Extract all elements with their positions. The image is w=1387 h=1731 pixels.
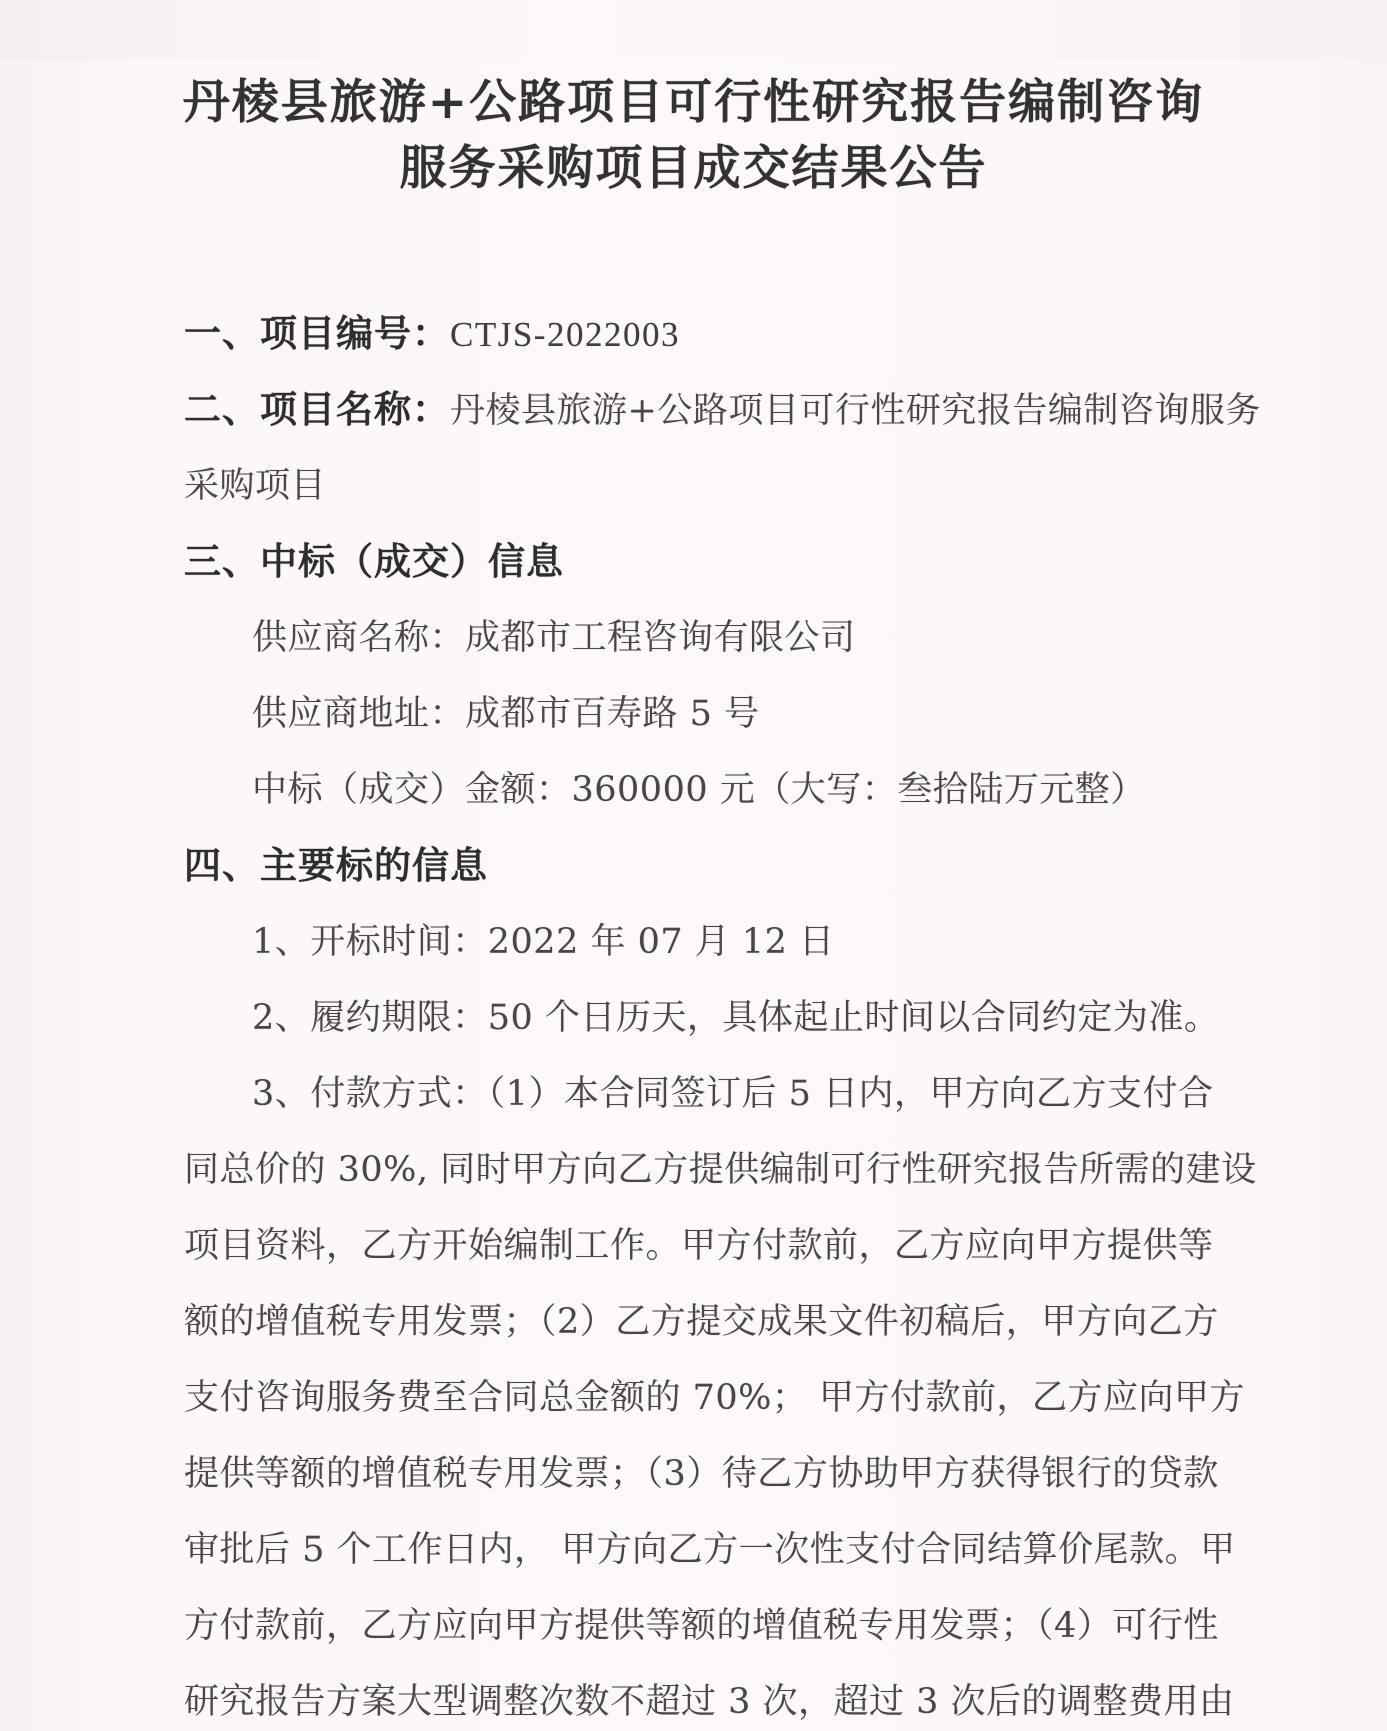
document-line: [184, 1208, 1214, 1284]
body-text: 审批后 5 个工作日内， 甲方向乙方一次性支付合同结算价尾款。甲: [184, 1530, 1236, 1570]
body-text: 1、开标时间：2022 年 07 月 12 日: [252, 922, 835, 962]
document-line: [184, 600, 1204, 676]
document-line: [184, 1436, 1219, 1512]
body-text: 提供等额的增值税专用发票；（3）待乙方协助甲方获得银行的贷款: [184, 1454, 1219, 1494]
document-line: [184, 372, 1261, 448]
body-text: 支付咨询服务费至合同总金额的 70%； 甲方付款前，乙方应向甲方: [184, 1378, 1246, 1418]
section-heading-text: 三、中标（成交）信息: [184, 540, 564, 583]
section-heading-text: 一、项目编号：: [184, 312, 450, 355]
document-line: [184, 1664, 1235, 1731]
document-body: [184, 296, 1261, 1731]
document-line: [184, 1284, 1219, 1360]
body-text: 供应商地址：成都市百寿路 5 号: [252, 694, 760, 734]
document-line: [184, 448, 1204, 524]
body-text: 同总价的 30%, 同时甲方向乙方提供编制可行性研究报告所需的建设: [184, 1150, 1257, 1190]
document-line: [184, 1056, 1214, 1132]
document-line: [184, 904, 1204, 980]
document-line: [184, 828, 1204, 904]
document-line: [184, 1132, 1257, 1208]
body-text: 中标（成交）金额：360000 元（大写：叁拾陆万元整）: [252, 770, 1146, 810]
document-line: [184, 1512, 1236, 1588]
body-text: 采购项目: [184, 466, 327, 506]
body-text: 研究报告方案大型调整次数不超过 3 次，超过 3 次后的调整费用由: [184, 1682, 1235, 1722]
body-text: 项目资料，乙方开始编制工作。甲方付款前，乙方应向甲方提供等: [184, 1226, 1214, 1266]
document-title-line-2: 服务采购项目成交结果公告: [399, 141, 988, 196]
body-text: 2、履约期限：50 个日历天，具体起止时间以合同约定为准。: [252, 998, 1220, 1038]
section-heading-text: 四、主要标的信息: [184, 844, 488, 887]
body-text: 丹棱县旅游+公路项目可行性研究报告编制咨询服务: [450, 391, 1261, 431]
body-text: 供应商名称：成都市工程咨询有限公司: [252, 618, 856, 658]
section-heading-text: 二、项目名称：: [184, 388, 450, 431]
document-line: [184, 296, 1204, 372]
document-line: [184, 752, 1204, 828]
body-text: 额的增值税专用发票；（2）乙方提交成果文件初稿后，甲方向乙方: [184, 1302, 1219, 1342]
document-line: [184, 1360, 1246, 1436]
document-line: [184, 676, 1204, 752]
document-line: [184, 1588, 1219, 1664]
document-title: [0, 70, 1387, 202]
document-line: [184, 524, 1204, 600]
body-text: CTJS-2022003: [450, 315, 680, 354]
document-title-line-1: 丹棱县旅游+公路项目可行性研究报告编制咨询: [182, 75, 1205, 130]
body-text: 3、付款方式：（1）本合同签订后 5 日内，甲方向乙方支付合: [252, 1074, 1214, 1114]
body-text: 方付款前，乙方应向甲方提供等额的增值税专用发票；（4）可行性: [184, 1606, 1219, 1646]
document-line: [184, 980, 1220, 1056]
